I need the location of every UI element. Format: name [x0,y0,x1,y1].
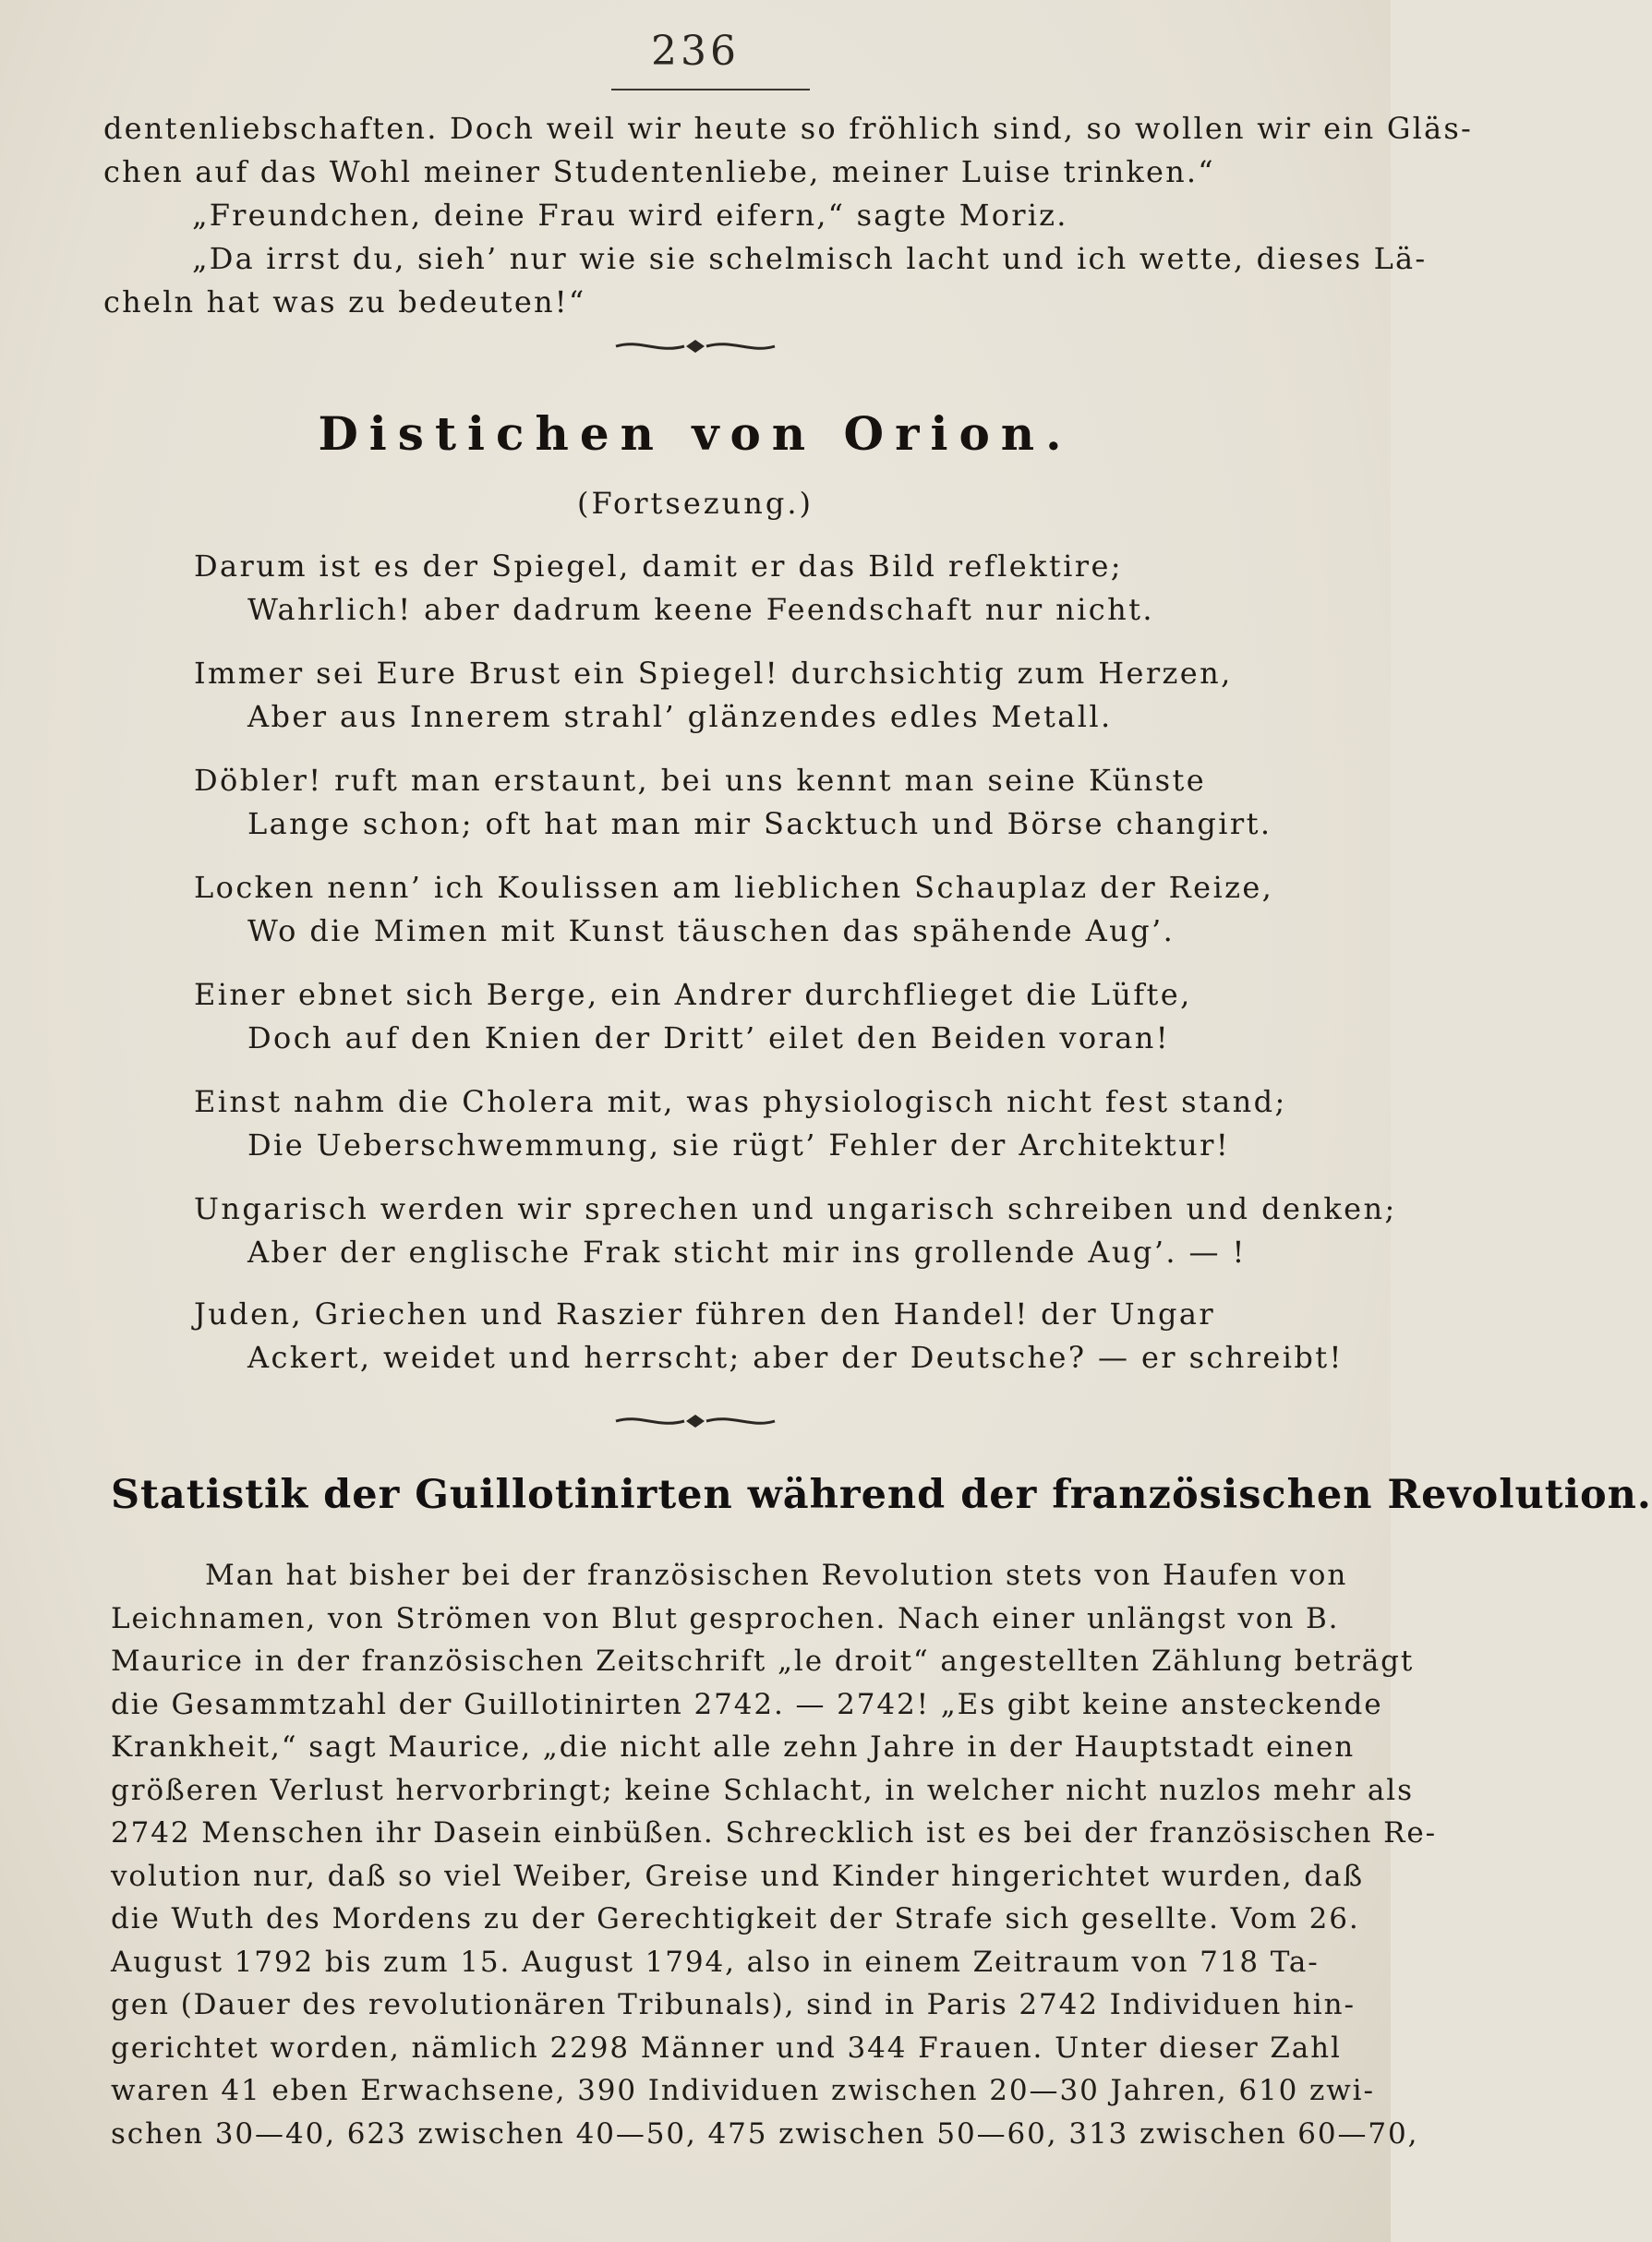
article-line: volution nur, daß so viel Weiber, Greise und Kinder hingerichtet wurden, daß [111,1859,1365,1893]
distich-hexameter: Immer sei Eure Brust ein Spiegel! durchsichtig zum Herzen, [194,656,1233,691]
distich-pentameter: Doch auf den Knien der Dritt’ eilet den Beiden voran! [247,1020,1170,1055]
distich-pentameter: Ackert, weidet und herrscht; aber der Deutsche? — er schreibt! [247,1340,1344,1375]
article-line: August 1792 bis zum 15. August 1794, also in einem Zeitraum von 718 Ta- [111,1945,1320,1979]
divider-flourish-icon [612,335,778,357]
distich-hexameter: Juden, Griechen und Raszier führen den Handel! der Ungar [194,1296,1216,1332]
distich-pentameter: Wo die Mimen mit Kunst täuschen das spähende Aug’. [247,913,1176,948]
distich-hexameter: Darum ist es der Spiegel, damit er das Bild reflektire; [194,548,1123,584]
story-line: dentenliebschaften. Doch weil wir heute so fröhlich sind, so wollen wir ein Gläs- [103,111,1473,146]
distichs-title: Distichen von Orion. [318,406,1073,461]
story-line: „Freundchen, deine Frau wird eifern,“ sagte Moriz. [192,198,1068,233]
story-line: chen auf das Wohl meiner Studentenliebe, meiner Luise trinken.“ [103,154,1215,189]
distich-pentameter: Lange schon; oft hat man mir Sacktuch und Börse changirt. [247,806,1272,841]
distich [194,759,1272,846]
distich [194,973,1256,1060]
article-line: gerichtet worden, nämlich 2298 Männer und 344 Frauen. Unter dieser Zahl [111,2031,1342,2065]
distich-hexameter: Döbler! ruft man erstaunt, bei uns kennt man seine Künste [194,763,1207,798]
article-line: größeren Verlust hervorbringt; keine Schlacht, in welcher nicht nuzlos mehr als [111,1773,1414,1807]
distichs-subtitle: (Fortsezung.) [577,486,814,521]
article-line: Maurice in der französischen Zeitschrift „le droit“ angestellten Zählung beträgt [111,1645,1415,1678]
article-line: Krankheit,“ sagt Maurice, „die nicht alle zehn Jahre in der Hauptstadt einen [111,1730,1356,1764]
story-line: cheln hat was zu bedeuten!“ [103,284,586,319]
section-divider-ornament [0,332,1391,365]
article-line: schen 30—40, 623 zwischen 40—50, 475 zwischen 50—60, 313 zwischen 60—70, [111,2116,1419,2151]
distich-hexameter: Einst nahm die Cholera mit, was physiologisch nicht fest stand; [194,1084,1287,1119]
distich [194,866,1274,953]
distich-pentameter: Wahrlich! aber dadrum keene Feendschaft nur nicht. [247,592,1154,627]
distich-hexameter: Ungarisch werden wir sprechen und ungarisch schreiben und denken; [194,1191,1397,1226]
article-body [111,1554,1438,2155]
article-line: Man hat bisher bei der französischen Revolution stets von Haufen von [205,1559,1348,1592]
divider-flourish-icon [612,1410,778,1432]
distich-hexameter: Einer ebnet sich Berge, ein Andrer durchflieget die Lüfte, [194,977,1192,1012]
section-divider-ornament [0,1407,1391,1440]
distich [194,1187,1397,1274]
distich-pentameter: Aber der englische Frak sticht mir ins grollende Aug’. — ! [247,1235,1247,1270]
article-line: gen (Dauer des revolutionären Tribunals), sind in Paris 2742 Individuen hin- [111,1988,1356,2021]
article-line: die Gesammtzahl der Guillotinirten 2742. — 2742! „Es gibt keine ansteckende [111,1687,1383,1721]
article-line: 2742 Menschen ihr Dasein einbüßen. Schrecklich ist es bei der französischen Re- [111,1816,1438,1850]
distich-pentameter: Die Ueberschwemmung, sie rügt’ Fehler der Architektur! [247,1127,1231,1163]
story-line: „Da irrst du, sieh’ nur wie sie schelmisch lacht und ich wette, dieses Lä- [192,241,1428,276]
article-line: die Wuth des Mordens zu der Gerechtigkeit der Strafe sich gesellte. Vom 26. [111,1902,1360,1935]
distich [194,1080,1287,1167]
distich [194,652,1256,739]
article-title: Statistik der Guillotinirten während der französischen Revolution. [111,1472,1652,1518]
article-line: Leichnamen, von Strömen von Blut gesprochen. Nach einer unlängst von B. [111,1601,1340,1635]
distich-pentameter: Aber aus Innerem strahl’ glänzendes edles Metall. [247,699,1113,734]
distich-hexameter: Locken nenn’ ich Koulissen am lieblichen Schauplaz der Reize, [194,870,1274,905]
page-number-rule [611,89,810,90]
distich [194,1293,1344,1380]
page-number: 236 [651,28,740,75]
story-continuation [103,107,1473,324]
article-line: waren 41 eben Erwachsene, 390 Individuen zwischen 20—30 Jahren, 610 zwi- [111,2074,1375,2107]
distich [194,545,1256,632]
